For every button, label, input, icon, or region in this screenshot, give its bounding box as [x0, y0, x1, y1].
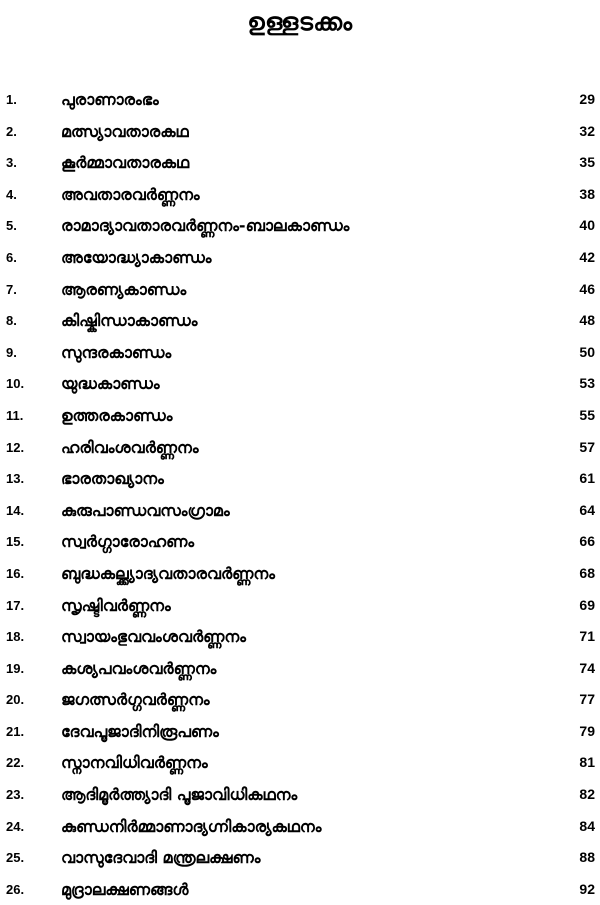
toc-entry-number: 2.: [6, 123, 17, 139]
toc-entry-page: 61: [579, 470, 595, 487]
toc-entry-number: 9.: [6, 344, 17, 360]
toc-entry-title: കുണ്ഡനിർമ്മാണാദ്യഗ്നികാര്യകഥനം: [61, 816, 322, 836]
toc-entry-title: ആദിമൂർത്ത്യാദി പൂജാവിധികഥനം: [61, 785, 298, 805]
toc-entry-number: 5.: [6, 218, 17, 234]
toc-entry-title: മത്സ്യാവതാരകഥ: [61, 121, 189, 141]
toc-entry: [0, 716, 600, 748]
toc-entry-number: 12.: [6, 439, 25, 455]
toc-entry-title: കശ്യപവംശവർണ്ണനം: [61, 658, 217, 678]
toc-entry-number: 19.: [6, 660, 25, 676]
toc-entry: [0, 305, 600, 337]
toc-entry-title: അവതാരവർണ്ണനം: [61, 184, 200, 204]
toc-entry-title: സ്വർഗ്ഗാരോഹണം: [61, 532, 195, 552]
toc-entry-title: ഹരിവംശവർണ്ണനം: [61, 437, 199, 457]
toc-entry-title: ബുദ്ധകല്ക്ക്യാദ്യവതാരവർണ്ണനം: [61, 563, 275, 583]
toc-entry-page: 74: [579, 659, 595, 676]
toc-entry-number: 3.: [6, 155, 17, 171]
toc-entry-number: 17.: [6, 597, 25, 613]
toc-entry-page: 53: [579, 375, 595, 392]
toc-entry-page: 29: [579, 91, 595, 107]
toc-entry-page: 38: [579, 185, 595, 202]
toc-entry-title: സ്നാനവിധിവർണ്ണനം: [61, 753, 208, 773]
toc-entry-number: 15.: [6, 534, 25, 550]
toc-entry-page: 35: [579, 154, 595, 171]
toc-entry-number: 1.: [6, 92, 17, 107]
table-of-contents: [0, 84, 600, 905]
toc-entry: [0, 116, 600, 148]
toc-entry: [0, 526, 600, 558]
toc-entry: [0, 558, 600, 590]
toc-entry-page: 88: [579, 849, 595, 866]
toc-entry-title: ആരണ്യകാണ്ഡം: [61, 279, 187, 299]
toc-entry-title: കുരുപാണ്ഡവസംഗ്രാമം: [61, 500, 230, 520]
toc-entry-number: 11.: [6, 407, 24, 423]
toc-entry: [0, 400, 600, 432]
toc-entry-number: 6.: [6, 249, 17, 265]
toc-entry-page: 64: [579, 501, 595, 518]
toc-entry-number: 21.: [6, 723, 25, 739]
toc-entry: [0, 242, 600, 274]
toc-entry-title: പുരാണാരംഭം: [61, 90, 159, 109]
toc-entry-number: 7.: [6, 281, 17, 297]
toc-entry-number: 18.: [6, 629, 25, 645]
toc-entry-title: വാസുദേവാദി മന്ത്രലക്ഷണം: [61, 848, 261, 868]
toc-entry-page: 82: [579, 786, 595, 803]
toc-entry-page: 77: [579, 691, 595, 708]
toc-entry-number: 20.: [6, 692, 25, 708]
toc-entry-title: സൃഷ്ടിവർണ്ണനം: [61, 595, 171, 615]
toc-entry-title: അയോദ്ധ്യാകാണ്ഡം: [61, 247, 212, 267]
page-title: ഉള്ളടക്കം: [247, 8, 353, 36]
toc-entry: [0, 621, 600, 653]
toc-entry: [0, 747, 600, 779]
toc-entry: [0, 495, 600, 527]
toc-entry-title: സ്വായംഭുവവംശവർണ്ണനം: [61, 627, 246, 647]
toc-entry: [0, 842, 600, 874]
toc-entry-page: 68: [579, 564, 595, 581]
toc-entry-page: 79: [579, 722, 595, 739]
toc-entry-title: രാമാദ്യാവതാരവർണ്ണനം-ബാലകാണ്ഡം: [61, 216, 350, 236]
toc-entry: [0, 590, 600, 622]
toc-entry-number: 16.: [6, 565, 25, 581]
toc-entry: [0, 653, 600, 685]
toc-entry: [0, 684, 600, 716]
toc-entry-title: യുദ്ധകാണ്ഡം: [61, 374, 160, 394]
toc-entry-title: ജഗത്സർഗ്ഗവർണ്ണനം: [61, 690, 210, 710]
toc-entry-number: 4.: [6, 186, 17, 202]
toc-entry: [0, 179, 600, 211]
toc-entry: [0, 432, 600, 464]
toc-entry: [0, 463, 600, 495]
toc-entry-number: 25.: [6, 850, 25, 866]
toc-entry-title: ഭാരതാഖ്യാനം: [61, 469, 164, 489]
toc-entry: [0, 337, 600, 369]
toc-entry-title: കൂർമ്മാവതാരകഥ: [61, 153, 190, 173]
toc-entry-page: 57: [579, 438, 595, 455]
toc-entry-title: ഉത്തരകാണ്ഡം: [61, 405, 173, 425]
toc-entry: [0, 779, 600, 811]
toc-entry-page: 92: [579, 880, 595, 897]
toc-entry-page: 46: [579, 280, 595, 297]
toc-entry-page: 69: [579, 596, 595, 613]
toc-entry-title: സുന്ദരകാണ്ഡം: [61, 342, 172, 362]
toc-entry-page: 48: [579, 312, 595, 329]
toc-entry-page: 55: [579, 406, 595, 423]
toc-entry-page: 66: [579, 533, 595, 550]
toc-entry-number: 24.: [6, 818, 25, 834]
toc-entry-page: 32: [579, 122, 595, 139]
toc-entry-page: 71: [579, 628, 595, 645]
toc-entry: [0, 811, 600, 843]
toc-entry: [0, 147, 600, 179]
toc-entry-page: 81: [579, 754, 595, 771]
toc-entry-number: 13.: [6, 471, 25, 487]
toc-entry-page: 50: [579, 343, 595, 360]
toc-entry-number: 10.: [6, 376, 25, 392]
toc-entry-page: 84: [579, 817, 595, 834]
toc-entry-number: 26.: [6, 881, 25, 897]
toc-entry-title: കിഷ്കിന്ധാകാണ്ഡം: [61, 311, 198, 331]
toc-entry-number: 23.: [6, 787, 25, 803]
toc-entry: [0, 84, 600, 116]
toc-entry-number: 22.: [6, 755, 25, 771]
toc-entry-title: ദേവപൂജാദിനിരൂപണം: [61, 721, 219, 741]
toc-entry-page: 42: [579, 248, 595, 265]
toc-entry-title: മുദ്രാലക്ഷണങ്ങൾ: [61, 879, 189, 899]
toc-entry: [0, 874, 600, 905]
toc-entry: [0, 274, 600, 306]
toc-entry-number: 8.: [6, 313, 17, 329]
toc-entry-page: 40: [579, 217, 595, 234]
toc-entry-number: 14.: [6, 502, 25, 518]
toc-entry: [0, 210, 600, 242]
toc-entry: [0, 368, 600, 400]
